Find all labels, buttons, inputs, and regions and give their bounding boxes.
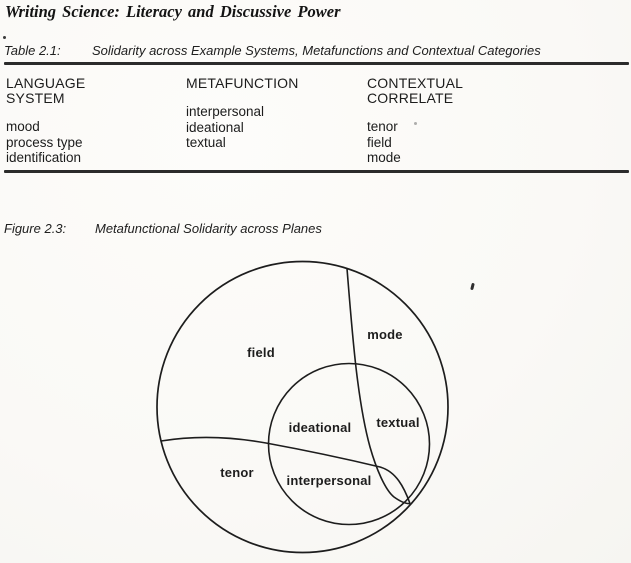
venn-diagram: [139, 256, 471, 563]
header-line: METAFUNCTION: [186, 75, 299, 91]
scan-speck: [470, 283, 475, 291]
label-textual: textual: [376, 415, 420, 430]
table-top-rule: [4, 62, 629, 65]
header-line: LANGUAGE: [6, 75, 86, 91]
column-cells: [186, 104, 299, 151]
label-interpersonal: interpersonal: [286, 473, 372, 488]
table-cell: mood: [6, 119, 40, 134]
column-cells: [367, 119, 463, 166]
scan-speck: [414, 122, 417, 125]
table-cell: tenor: [367, 119, 398, 134]
inner-circle-language-plane: [269, 364, 430, 525]
table-column-metafunction: [186, 76, 299, 151]
column-cells: [6, 119, 85, 166]
label-tenor: tenor: [220, 465, 254, 480]
table-column-contextual-correlate: [367, 76, 463, 166]
table-cell: field: [367, 134, 392, 150]
column-header: [6, 76, 85, 106]
figure-caption: [4, 221, 322, 237]
mode-divider-curve: [347, 269, 410, 504]
label-ideational: ideational: [288, 420, 352, 435]
table-cell: process type: [6, 134, 83, 150]
table-caption: [4, 43, 541, 59]
figure-caption-title: Metafunctional Solidarity across Planes: [95, 221, 322, 236]
figure-caption-label: Figure 2.3:: [4, 221, 67, 236]
header-line: SYSTEM: [6, 90, 65, 106]
label-mode: mode: [367, 327, 403, 342]
table-bottom-rule: [4, 170, 629, 173]
table-caption-title: Solidarity across Example Systems, Metafunctions and Contextual Categories: [92, 43, 541, 58]
table-cell: textual: [186, 135, 226, 150]
scan-speck: [3, 36, 6, 39]
table-caption-label: Table 2.1:: [4, 43, 61, 58]
header-line: CORRELATE: [367, 90, 454, 106]
label-field: field: [247, 345, 275, 360]
running-head: Writing Science: Literacy and Discussive Power: [5, 2, 341, 21]
column-header: [186, 76, 299, 91]
table-cell: mode: [367, 150, 401, 165]
header-line: CONTEXTUAL: [367, 75, 464, 91]
column-header: [367, 76, 463, 106]
table-column-language-system: [6, 76, 85, 166]
table-cell: ideational: [186, 119, 244, 135]
table-cell: interpersonal: [186, 104, 265, 119]
table-cell: identification: [6, 150, 82, 165]
